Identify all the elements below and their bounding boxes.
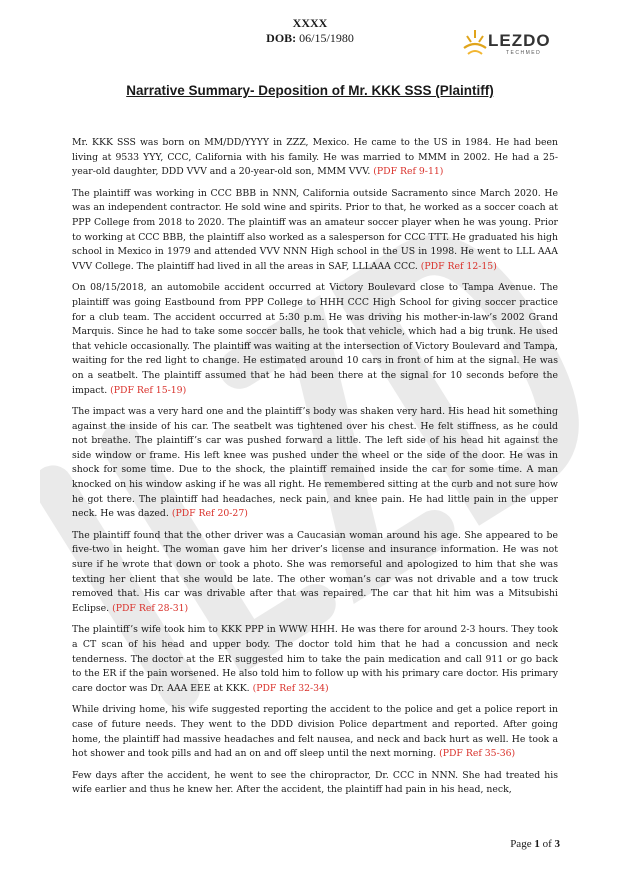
pdf-reference: (PDF Ref 28-31) [112,602,189,614]
paragraph-7 [72,703,558,761]
page-of: of [542,838,552,850]
paragraph-text: While driving home, his wife suggested reporting the accident to the police and get a police report in case of future needs. They went to the DDD division Police department and reported. After going home, the plaintiff had massive headaches and felt nausea, and neck and back hurt as well. He took a hot shower and took pills and had an on and off sleep until the next morning. [72,704,558,760]
paragraph-8 [72,769,558,798]
paragraph-4 [72,405,558,522]
subject-name: XXXX [292,16,328,30]
company-logo [462,26,558,60]
paragraph-text: Few days after the accident, he went to see the chiropractor, Dr. CCC in NNN. She had treated his wife earlier and thus he knew her. After the accident, the plaintiff had pain in his head, neck, [72,769,558,796]
lezdo-logo-icon [462,28,488,58]
pdf-reference: (PDF Ref 20-27) [171,508,248,520]
logo-text: LEZDO [488,31,551,50]
paragraph-text: The plaintiff’s wife took him to KKK PPP in WWW HHH. He was there for around 2-3 hours. They took a CT scan of his head and upper body. The doctor told him that he had a concussion and neck tenderness. The doctor at the ER suggested him to take the pain medication and call 911 or go back to the ER if the pain worsened. He also told him to follow up with his primary care doctor. His primary care doctor was Dr. AAA EEE at KKK. [72,624,558,694]
paragraph-6 [72,623,558,696]
page-label: Page [510,838,532,850]
logo-tagline: TECHMED [506,50,542,56]
paragraph-text: The plaintiff was working in CCC BBB in NNN, California outside Sacramento since March 2020. He was an independent contractor. He sold wine and spirits. Prior to that, he worked as a soccer coach at PPP College from 2018 to 2020. The plaintiff was an amateur soccer player when he was young. Prior to working at CCC BBB, the plaintiff also worked as a salesperson for CCC TTT. He graduated his high school in Mexico in 1979 and attended VVV NNN High school in the US in 1998. He went to LLL AAA VVV College. The plaintiff had lived in all the areas in SAF, LLLAAA CCC. [72,187,558,272]
pdf-reference: (PDF Ref 9-11) [373,166,444,178]
paragraph-2 [72,187,558,275]
page-number [510,838,560,850]
paragraph-text: On 08/15/2018, an automobile accident occurred at Victory Boulevard close to Tampa Avenue. The plaintiff was going Eastbound from PPP College to HHH CCC High School for giving soccer practice for a club team. The accident occurred at 5:30 p.m. He was driving his mother-in-law’s 2002 Grand Marquis. Since he had to take some soccer balls, he took that vehicle, which had a big trunk. He used that vehicle occasionally. The plaintiff was waiting at the intersection of Victory Boulevard and Tampa, waiting for the red light to change. He estimated around 10 cars in front of him at the signal. He was on a seatbelt. The plaintiff assumed that he had been there at the signal for 10 seconds before the impact. [72,282,558,396]
paragraph-3 [72,281,558,398]
dob-value: 06/15/1980 [299,31,354,45]
pdf-reference: (PDF Ref 12-15) [420,260,497,272]
paragraph-text: The impact was a very hard one and the plaintiff’s body was shaken very hard. His head hit something against the inside of his car. The seatbelt was tightened over his chest. He felt stiffness, as he could not breathe. The plaintiff’s car was pushed forward a little. The left side of his head hit against the side window or frame. His left knee was pushed under the wheel or the side of the door. He was in shock for some time. Due to the shock, the plaintiff remained inside the car for some time. A man knocked on his window asking if he was all right. He remembered sitting at the curb and not sure how he got there. The plaintiff had headaches, neck pain, and knee pain. He had little pain in the upper neck. He was dazed. [72,406,558,520]
pdf-reference: (PDF Ref 32-34) [252,682,329,694]
paragraph-text: Mr. KKK SSS was born on MM/DD/YYYY in ZZZ, Mexico. He came to the US in 1984. He had been living at 9533 YYY, CCC, California with his family. He was married to MMM in 2002. He had a 25-year-old daughter, DDD VVV and a 20-year-old son, MMM VVV. [72,137,558,178]
pdf-reference: (PDF Ref 35-36) [439,748,516,760]
paragraph-5 [72,529,558,617]
page-current: 1 [534,838,540,850]
pdf-reference: (PDF Ref 15-19) [110,384,187,396]
page-total: 3 [554,838,560,850]
dob-label: DOB: [266,31,297,45]
paragraph-text: The plaintiff found that the other driver was a Caucasian woman around his age. She appeared to be five-two in height. The woman gave him her driver’s license and insurance information. He was not sure if he wrote that down or took a photo. She was remorseful and apologized to him that she was texting her client that she would be late. The other woman’s car was not drivable and a tow truck removed that. His car was drivable after that was repaired. The car that hit him was a Mitsubishi Eclipse. [72,529,558,614]
narrative-body [72,136,558,805]
page-title: Narrative Summary- Deposition of Mr. KKK SSS (Plaintiff) [126,83,494,98]
paragraph-1 [72,136,558,180]
